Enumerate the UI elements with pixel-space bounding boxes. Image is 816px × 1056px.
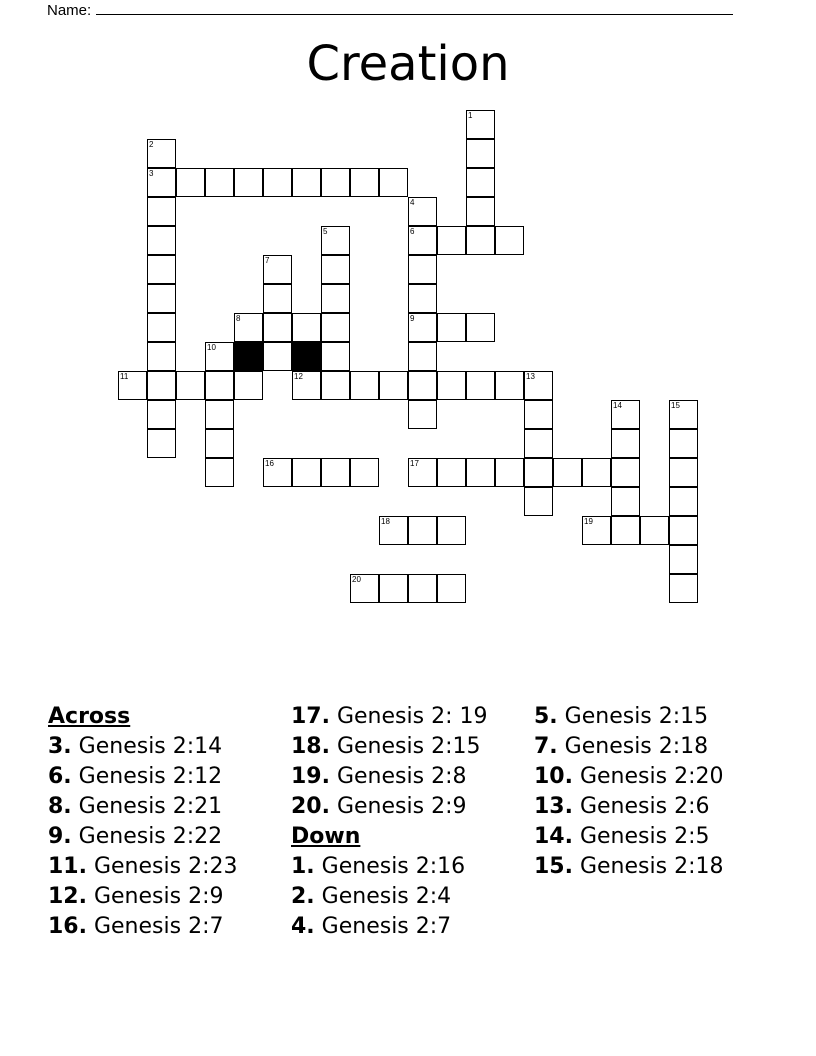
grid-cell[interactable] <box>408 458 437 487</box>
grid-cell[interactable] <box>466 110 495 139</box>
clue-number-label: 16. <box>48 914 87 939</box>
down-clue <box>534 732 723 762</box>
grid-cell[interactable] <box>524 371 553 400</box>
clue-reference: Genesis 2:12 <box>71 764 223 789</box>
grid-cell[interactable] <box>611 516 640 545</box>
grid-cell[interactable] <box>263 342 292 371</box>
clue-number: 13 <box>526 372 535 381</box>
clue-reference: Genesis 2:18 <box>557 734 709 759</box>
clue-reference: Genesis 2:22 <box>71 824 223 849</box>
across-clue-list-continued <box>291 702 487 822</box>
grid-cell[interactable] <box>147 342 176 371</box>
across-clue <box>291 732 487 762</box>
grid-cell[interactable] <box>176 371 205 400</box>
grid-cell[interactable] <box>408 574 437 603</box>
clue-reference: Genesis 2:18 <box>572 854 724 879</box>
clue-number-label: 7. <box>534 734 558 759</box>
clue-number: 1 <box>468 111 473 120</box>
clue-reference: Genesis 2:4 <box>314 884 452 909</box>
clue-reference: Genesis 2:9 <box>86 884 224 909</box>
across-clue <box>48 852 237 882</box>
grid-cell[interactable] <box>292 371 321 400</box>
grid-cell[interactable] <box>321 313 350 342</box>
grid-cell[interactable] <box>205 400 234 429</box>
grid-cell[interactable] <box>292 168 321 197</box>
clue-number: 12 <box>294 372 303 381</box>
blocked-cell <box>234 342 263 371</box>
grid-cell[interactable] <box>524 458 553 487</box>
grid-cell[interactable] <box>466 313 495 342</box>
grid-cell[interactable] <box>669 458 698 487</box>
clue-number-label: 19. <box>291 764 330 789</box>
clue-reference: Genesis 2:5 <box>572 824 710 849</box>
grid-cell[interactable] <box>321 342 350 371</box>
grid-cell[interactable] <box>437 226 466 255</box>
grid-cell[interactable] <box>524 487 553 516</box>
clue-number-label: 6. <box>48 764 72 789</box>
blocked-cell <box>292 342 321 371</box>
grid-cell[interactable] <box>379 168 408 197</box>
clue-number: 4 <box>410 198 415 207</box>
clue-number-label: 10. <box>534 764 573 789</box>
down-clue <box>534 702 723 732</box>
down-clue-list <box>291 852 487 942</box>
across-clue-list <box>48 732 237 942</box>
grid-cell[interactable] <box>379 371 408 400</box>
grid-cell[interactable] <box>495 371 524 400</box>
grid-cell[interactable] <box>234 371 263 400</box>
clue-number: 6 <box>410 227 415 236</box>
grid-cell[interactable] <box>147 197 176 226</box>
grid-cell[interactable] <box>437 313 466 342</box>
grid-cell[interactable] <box>611 429 640 458</box>
grid-cell[interactable] <box>292 458 321 487</box>
down-clue <box>534 822 723 852</box>
grid-cell[interactable] <box>350 371 379 400</box>
grid-cell[interactable] <box>234 313 263 342</box>
clue-number: 16 <box>265 459 274 468</box>
grid-cell[interactable] <box>379 516 408 545</box>
grid-cell[interactable] <box>408 255 437 284</box>
grid-cell[interactable] <box>321 458 350 487</box>
grid-cell[interactable] <box>582 458 611 487</box>
down-clue <box>291 882 487 912</box>
clue-number-label: 18. <box>291 734 330 759</box>
across-clue <box>291 792 487 822</box>
grid-cell[interactable] <box>437 574 466 603</box>
grid-cell[interactable] <box>147 371 176 400</box>
grid-cell[interactable] <box>234 168 263 197</box>
grid-cell[interactable] <box>292 313 321 342</box>
grid-cell[interactable] <box>263 313 292 342</box>
grid-cell[interactable] <box>408 400 437 429</box>
grid-cell[interactable] <box>466 197 495 226</box>
grid-cell[interactable] <box>582 516 611 545</box>
grid-cell[interactable] <box>321 226 350 255</box>
clue-number: 14 <box>613 401 622 410</box>
clue-number: 3 <box>149 169 154 178</box>
grid-cell[interactable] <box>321 371 350 400</box>
down-clue <box>534 852 723 882</box>
grid-cell[interactable] <box>466 226 495 255</box>
clue-reference: Genesis 2:15 <box>329 734 481 759</box>
across-clue <box>48 912 237 942</box>
clue-number-label: 14. <box>534 824 573 849</box>
down-heading: Down <box>291 824 361 849</box>
grid-cell[interactable] <box>147 400 176 429</box>
grid-cell[interactable] <box>611 487 640 516</box>
grid-cell[interactable] <box>408 516 437 545</box>
clue-reference: Genesis 2:21 <box>71 794 223 819</box>
clue-reference: Genesis 2:7 <box>86 914 224 939</box>
clue-reference: Genesis 2:16 <box>314 854 466 879</box>
clue-number-label: 4. <box>291 914 315 939</box>
down-clue-list-continued <box>534 702 723 882</box>
clue-number-label: 1. <box>291 854 315 879</box>
across-clue <box>48 762 237 792</box>
clue-number: 19 <box>584 517 593 526</box>
clue-reference: Genesis 2:15 <box>557 704 709 729</box>
grid-cell[interactable] <box>466 168 495 197</box>
grid-cell[interactable] <box>669 487 698 516</box>
clue-number-label: 15. <box>534 854 573 879</box>
down-clue <box>534 762 723 792</box>
clue-reference: Genesis 2:14 <box>71 734 223 759</box>
grid-cell[interactable] <box>437 516 466 545</box>
clue-number-label: 3. <box>48 734 72 759</box>
clue-number: 11 <box>120 372 129 381</box>
grid-cell[interactable] <box>611 458 640 487</box>
clue-reference: Genesis 2:7 <box>314 914 452 939</box>
grid-cell[interactable] <box>466 371 495 400</box>
page-title: Creation <box>306 36 510 92</box>
grid-cell[interactable] <box>263 255 292 284</box>
clue-number: 7 <box>265 256 270 265</box>
grid-cell[interactable] <box>205 371 234 400</box>
grid-cell[interactable] <box>495 458 524 487</box>
grid-cell[interactable] <box>147 313 176 342</box>
grid-cell[interactable] <box>640 516 669 545</box>
clue-number: 20 <box>352 575 361 584</box>
grid-cell[interactable] <box>524 429 553 458</box>
grid-cell[interactable] <box>147 168 176 197</box>
clue-reference: Genesis 2:9 <box>329 794 467 819</box>
grid-cell[interactable] <box>408 197 437 226</box>
grid-cell[interactable] <box>408 371 437 400</box>
across-clue <box>291 762 487 792</box>
grid-cell[interactable] <box>176 168 205 197</box>
grid-cell[interactable] <box>553 458 582 487</box>
grid-cell[interactable] <box>350 458 379 487</box>
across-clue <box>48 882 237 912</box>
grid-cell[interactable] <box>147 226 176 255</box>
grid-cell[interactable] <box>147 284 176 313</box>
grid-cell[interactable] <box>205 458 234 487</box>
grid-cell[interactable] <box>669 400 698 429</box>
grid-cell[interactable] <box>437 371 466 400</box>
grid-cell[interactable] <box>147 255 176 284</box>
down-clue <box>534 792 723 822</box>
grid-cell[interactable] <box>669 516 698 545</box>
grid-cell[interactable] <box>263 168 292 197</box>
clue-number: 5 <box>323 227 328 236</box>
grid-cell[interactable] <box>263 284 292 313</box>
clue-number: 2 <box>149 140 154 149</box>
grid-cell[interactable] <box>611 400 640 429</box>
clue-reference: Genesis 2:23 <box>86 854 238 879</box>
grid-cell[interactable] <box>408 284 437 313</box>
grid-cell[interactable] <box>669 545 698 574</box>
across-heading: Across <box>48 704 131 729</box>
clue-number-label: 11. <box>48 854 87 879</box>
across-clue <box>48 822 237 852</box>
grid-cell[interactable] <box>669 429 698 458</box>
clue-number-label: 20. <box>291 794 330 819</box>
name-label: Name: <box>47 2 92 19</box>
grid-cell[interactable] <box>408 226 437 255</box>
grid-cell[interactable] <box>321 284 350 313</box>
clue-reference: Genesis 2: 19 <box>329 704 488 729</box>
clue-reference: Genesis 2:8 <box>329 764 467 789</box>
clue-reference: Genesis 2:6 <box>572 794 710 819</box>
grid-cell[interactable] <box>437 458 466 487</box>
grid-cell[interactable] <box>379 574 408 603</box>
clue-number-label: 8. <box>48 794 72 819</box>
grid-cell[interactable] <box>321 255 350 284</box>
down-clue <box>291 912 487 942</box>
clue-number: 18 <box>381 517 390 526</box>
clue-column-1 <box>48 702 237 942</box>
clue-number: 15 <box>671 401 680 410</box>
grid-cell[interactable] <box>408 313 437 342</box>
grid-cell[interactable] <box>350 574 379 603</box>
clue-number-label: 2. <box>291 884 315 909</box>
clue-number-label: 12. <box>48 884 87 909</box>
grid-cell[interactable] <box>263 458 292 487</box>
clue-column-2 <box>291 702 487 942</box>
grid-cell[interactable] <box>205 168 234 197</box>
across-clue <box>291 702 487 732</box>
grid-cell[interactable] <box>669 574 698 603</box>
down-clue <box>291 852 487 882</box>
grid-cell[interactable] <box>118 371 147 400</box>
clue-column-3 <box>534 702 723 882</box>
grid-cell[interactable] <box>321 168 350 197</box>
grid-cell[interactable] <box>147 139 176 168</box>
grid-cell[interactable] <box>495 226 524 255</box>
clue-number: 8 <box>236 314 241 323</box>
grid-cell[interactable] <box>466 458 495 487</box>
grid-cell[interactable] <box>205 429 234 458</box>
clue-number: 9 <box>410 314 415 323</box>
clue-number-label: 17. <box>291 704 330 729</box>
grid-cell[interactable] <box>205 342 234 371</box>
grid-cell[interactable] <box>524 400 553 429</box>
clue-number-label: 13. <box>534 794 573 819</box>
across-clue <box>48 792 237 822</box>
grid-cell[interactable] <box>408 342 437 371</box>
across-clue <box>48 732 237 762</box>
clue-number-label: 5. <box>534 704 558 729</box>
clue-reference: Genesis 2:20 <box>572 764 724 789</box>
grid-cell[interactable] <box>466 139 495 168</box>
grid-cell[interactable] <box>147 429 176 458</box>
clue-number: 10 <box>207 343 216 352</box>
clue-number: 17 <box>410 459 419 468</box>
clue-number-label: 9. <box>48 824 72 849</box>
grid-cell[interactable] <box>350 168 379 197</box>
